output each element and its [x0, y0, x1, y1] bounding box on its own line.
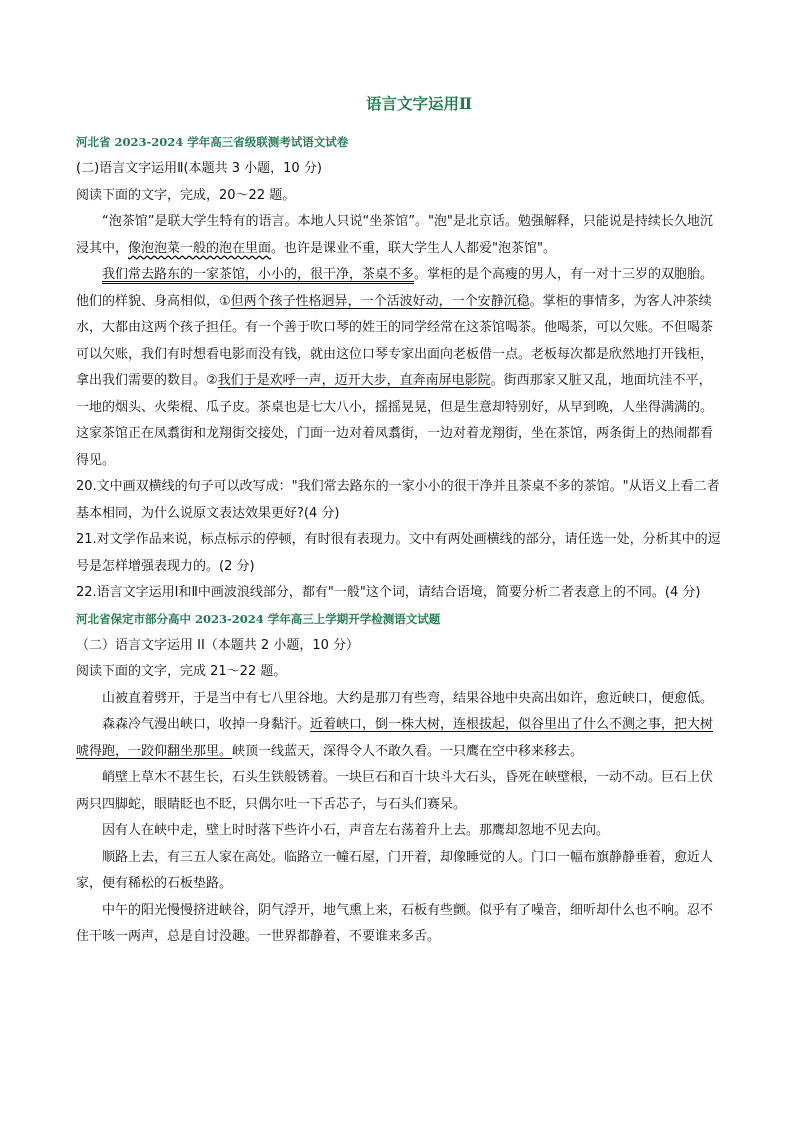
- section2-heading: （二）语言文字运用 II（本题共 2 小题，10 分）: [76, 637, 360, 653]
- section2-source: 河北省保定市部分高中 2023-2024 学年高三上学期开学检测语文试题: [76, 611, 441, 626]
- text-segment: 峡顶一线蓝天，深得令人不敢久看。一只鹰在空中移来移去。: [232, 743, 584, 759]
- text-segment: 森森冷气漫出峡口，收掉一身黏汗。: [102, 717, 311, 732]
- underlined-sentence: 近着峡口，倒一株大树，连根拔起，似谷里出了什么不测之事，把大树唬得跑，一跤仰翻坐那里。: [76, 717, 714, 759]
- section1-instruction: 阅读下面的文字，完成，20～22 题。: [76, 187, 296, 203]
- section2-paragraph-5: 顺路上去，有三五人家在高处。临路立一幢石屋，门开着，却像睡觉的人。门口一幅布旗静静垂着，愈近人家，便有稀松的石板垫路。: [76, 849, 714, 891]
- document-page: [76, 92, 722, 951]
- underlined-sentence-2: 我们于是欢呼一声，迈开大步，直奔南屏电影院: [217, 373, 491, 388]
- question-22: 22.语言文字运用Ⅰ和Ⅱ中画波浪线部分，都有"一般"这个词，请结合语境，简要分析二者表意上的不同。(4 分): [76, 585, 701, 600]
- section2-instruction: 阅读下面的文字，完成 21～22 题。: [76, 664, 287, 679]
- underlined-sentence-1: 但两个孩子性格迥异，一个活波好动，一个安静沉稳: [230, 293, 530, 309]
- section1-heading: (二)语言文字运用Ⅱ(本题共 3 小题，10 分): [76, 161, 322, 176]
- wavy-underlined-phrase: 像泡泡菜一般的泡在里面: [128, 240, 272, 256]
- double-underlined-sentence: 我们常去路东的一家茶馆，小小的，很干净，茶桌不多: [102, 267, 415, 282]
- text-segment: “泡茶馆”是联大学生特有的语言。本地人只说“坐茶馆”。"泡"是北京话。勉强解释，只能说是持续长久地沉浸其中，: [76, 214, 713, 256]
- section2-paragraph-3: 峭壁上草木不甚生长，石头生铁般锈着。一块巨石和百十块斗大石头，昏死在峡壁根，一动不动。巨石上伏两只四脚蛇，眼睛眨也不眨，只偶尔吐一下舌芯子，与石头们赛呆。: [76, 770, 714, 812]
- text-segment: 。街西那家又脏又乱，地面坑洼不平，一地的烟头、火柴棍、瓜子皮。茶桌也是七大八小，摇摇晃晃，但是生意却特别好，从早到晚，人坐得满满的。这家茶馆正在凤翥街和龙翔街交接处，门面一边对着凤翥街，一边对着龙翔街，坐在茶馆，两条街上的热闹都看得见。: [76, 373, 714, 468]
- question-21: 21.对文学作品来说，标点标示的停顿，有时很有表现力。文中有两处画横线的部分，请任选一处，分析其中的逗号是怎样增强表现力的。(2 分): [76, 532, 721, 574]
- text-segment: 。掌柜的事情多，为客人冲茶续水，大都由这两个孩子担任。有一个善于吹口琴的姓王的同学经常在这茶馆喝茶。他喝茶，可以欠账。不但喝茶可以欠账，我们有时想看电影而没有钱，就由这位口琴专家出面向老板借一点。老板每次都是欣然地打开钱柜，拿出我们需要的数目。②: [76, 293, 714, 388]
- text-segment: 。也许是课业不重，联大学生人人都爱"泡茶馆"。: [271, 240, 556, 256]
- section1-paragraph-1: [76, 209, 722, 262]
- section2-paragraph-4: 因有人在峡中走，壁上时时落下些许小石，声音左右荡着升上去。那鹰却忽地不见去向。: [102, 823, 610, 838]
- section2-paragraph-2: [76, 712, 722, 765]
- document-title: 语言文字运用Ⅱ: [365, 94, 473, 113]
- section1-paragraph-2: [76, 262, 722, 474]
- section2-paragraph-1: 山被直着劈开，于是当中有七八里谷地。大约是那刀有些弯，结果谷地中央高出如许，愈近峡口，便愈低。: [102, 690, 714, 706]
- text-segment: 。掌柜的是个高瘦的男人，有一对十三岁的双胞胎。他们的样貌、身高相似，①: [76, 267, 714, 309]
- question-20: 20.文中画双横线的句子可以改写成："我们常去路东的一家小小的很干净并且茶桌不多的茶馆。"从语义上看二者基本相同，为什么说原文表达效果更好?(4 分): [76, 479, 720, 521]
- section2-paragraph-6: 中午的阳光慢慢挤进峡谷，阴气浮开，地气熏上来，石板有些颤。似乎有了噪音，细听却什么也不响。忍不住干咳一两声，总是自讨没趣。一世界都静着，不要谁来多舌。: [76, 902, 714, 944]
- section1-source: 河北省 2023-2024 学年高三省级联测考试语文试卷: [76, 135, 349, 149]
